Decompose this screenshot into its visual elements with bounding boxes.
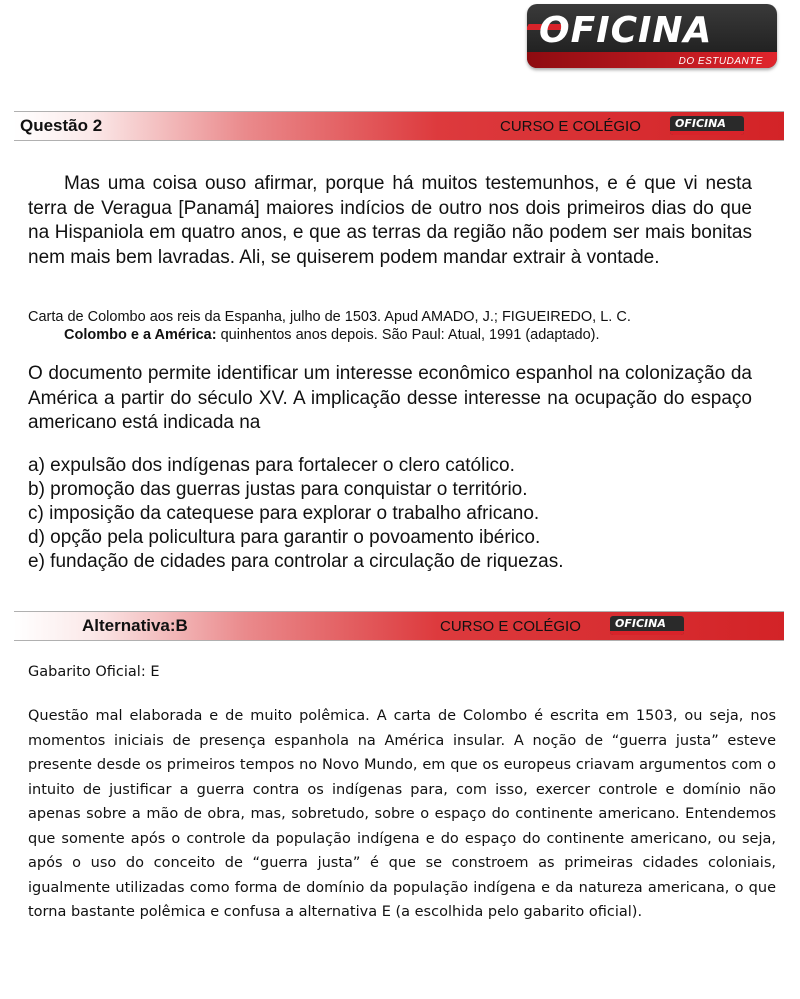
logo-main-text: OFICINA [539, 10, 713, 51]
reference-rest: quinhentos anos depois. São Paul: Atual, 1991 (adaptado). [216, 327, 600, 343]
mini-logo-text: OFICINA [615, 617, 666, 630]
course-label: CURSO E COLÉGIO [440, 618, 581, 635]
reference-line-1: Carta de Colombo aos reis da Espanha, julho de 1503. Apud AMADO, J.; FIGUEIREDO, L. C. [28, 309, 631, 325]
quote-text: Mas uma coisa ouso afirmar, porque há muitos testemunhos, e é que vi nesta terra de Veragua [Panamá] maiores indícios de outro nos dois primeiros dias do que na Hispaniola em quatro anos, e que as terras da região não podem ser mais bonitas nem mais bem lavradas. Ali, se quiserem podem mandar extrair à vontade. [28, 173, 752, 268]
answer-title: Alternativa:B [82, 616, 188, 635]
option-a: a) expulsão dos indígenas para fortalecer o clero católico. [28, 455, 515, 476]
answer-header-bar [14, 611, 784, 641]
mini-logo [670, 116, 744, 135]
question-prompt: O documento permite identificar um interesse econômico espanhol na colonização da América a partir do século XV. A implicação desse interesse na ocupação do espaço americano está indicada na [28, 363, 752, 433]
oficina-logo [527, 4, 777, 68]
option-c: c) imposição da catequese para explorar o trabalho africano. [28, 503, 540, 524]
option-b: b) promoção das guerras justas para conquistar o território. [28, 479, 528, 500]
logo-sub-text: DO ESTUDANTE [678, 56, 763, 67]
reference-line-2 [64, 327, 600, 343]
reference-book-title: Colombo e a América: [64, 327, 217, 343]
option-d: d) opção pela policultura para garantir o povoamento ibérico. [28, 527, 541, 548]
question-title: Questão 2 [20, 116, 103, 135]
course-label: CURSO E COLÉGIO [500, 118, 641, 135]
mini-logo-text: OFICINA [675, 117, 726, 130]
option-e: e) fundação de cidades para controlar a circulação de riquezas. [28, 551, 564, 572]
answer-commentary: Questão mal elaborada e de muito polêmica. A carta de Colombo é escrita em 1503, ou seja, nos momentos iniciais de presença espanhola na América insular. A noção de “guerra justa” esteve presente desde os primeiros tempos no Novo Mundo, em que os europeus criavam argumentos com o intuito de justificar a guerra contra os indígenas para, com isso, exercer controle e domínio não apenas sobre a mão de obra, mas, sobretudo, sobre o espaço do continente americano. Entendemos que somente após o controle da população indígena e do espaço do continente americano, ou seja, após o uso do conceito de “guerra justa” é que se constroem as primeiras cidades coloniais, igualmente utilizadas como forma de domínio da população indígena e da natureza americana, o que torna bastante polêmica e confusa a alternativa E (a escolhida pelo gabarito oficial). [28, 708, 776, 920]
official-answer: Gabarito Oficial: E [28, 664, 160, 680]
mini-logo [610, 616, 684, 635]
question-header-bar [14, 111, 784, 141]
options-list [28, 454, 564, 574]
